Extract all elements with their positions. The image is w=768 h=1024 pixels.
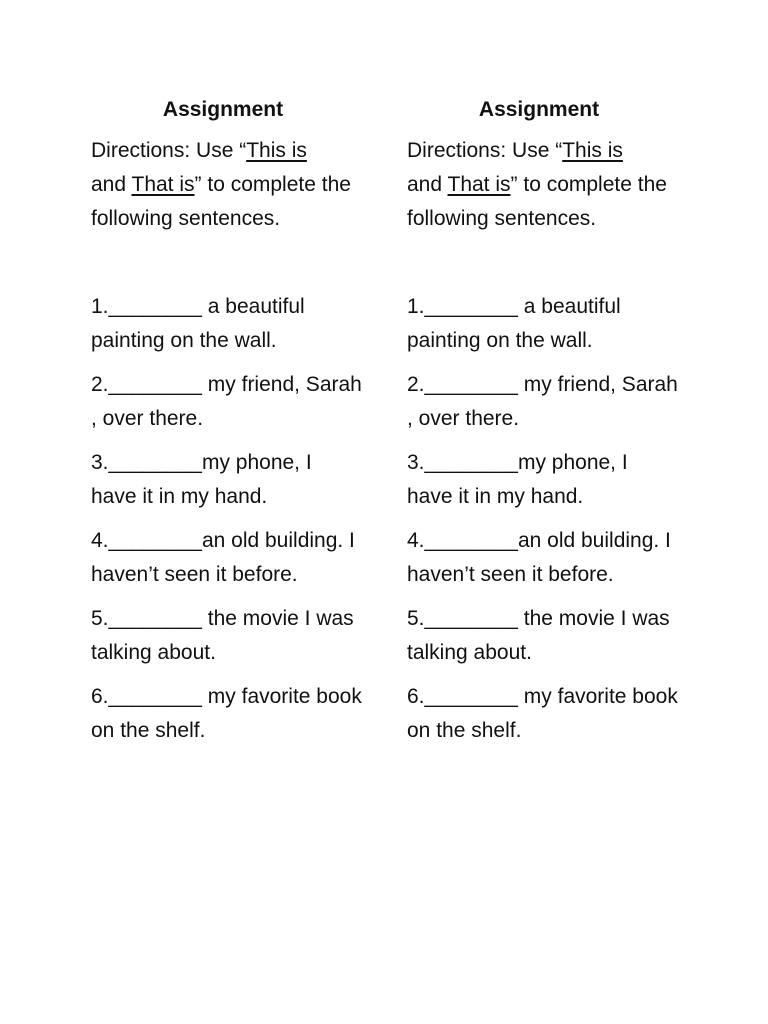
directions-rest: ” to complete the following sentences. xyxy=(91,173,351,230)
directions-intro: Directions: Use “ xyxy=(91,139,247,162)
directions-and: and xyxy=(407,173,448,196)
directions-intro: Directions: Use “ xyxy=(407,139,563,162)
question-3: 3.________my phone, I have it in my hand. xyxy=(91,451,312,508)
directions-text xyxy=(407,134,679,236)
question-3: 3.________my phone, I have it in my hand. xyxy=(407,451,628,508)
question-6: 6.________ my favorite book on the shelf. xyxy=(407,685,678,742)
assignment-column-right xyxy=(407,96,679,758)
directions-and: and xyxy=(91,173,132,196)
question-2: 2.________ my friend, Sarah , over there. xyxy=(91,373,362,430)
term-that-is: That is xyxy=(131,173,195,196)
question-5: 5.________ the movie I was talking about. xyxy=(91,607,354,664)
directions-text xyxy=(91,134,363,236)
question-2: 2.________ my friend, Sarah , over there. xyxy=(407,373,678,430)
question-4: 4.________an old building. I haven’t seen it before. xyxy=(407,529,671,586)
term-this-is: This is xyxy=(246,139,307,162)
term-that-is: That is xyxy=(447,173,511,196)
assignment-column-left xyxy=(91,96,363,758)
question-5: 5.________ the movie I was talking about. xyxy=(407,607,670,664)
term-this-is: This is xyxy=(562,139,623,162)
assignment-heading: Assignment xyxy=(162,98,284,121)
assignment-heading: Assignment xyxy=(478,98,600,121)
question-6: 6.________ my favorite book on the shelf. xyxy=(91,685,362,742)
question-1: 1.________ a beautiful painting on the wall. xyxy=(407,295,621,352)
question-4: 4.________an old building. I haven’t seen it before. xyxy=(91,529,355,586)
question-1: 1.________ a beautiful painting on the wall. xyxy=(91,295,305,352)
directions-rest: ” to complete the following sentences. xyxy=(407,173,667,230)
